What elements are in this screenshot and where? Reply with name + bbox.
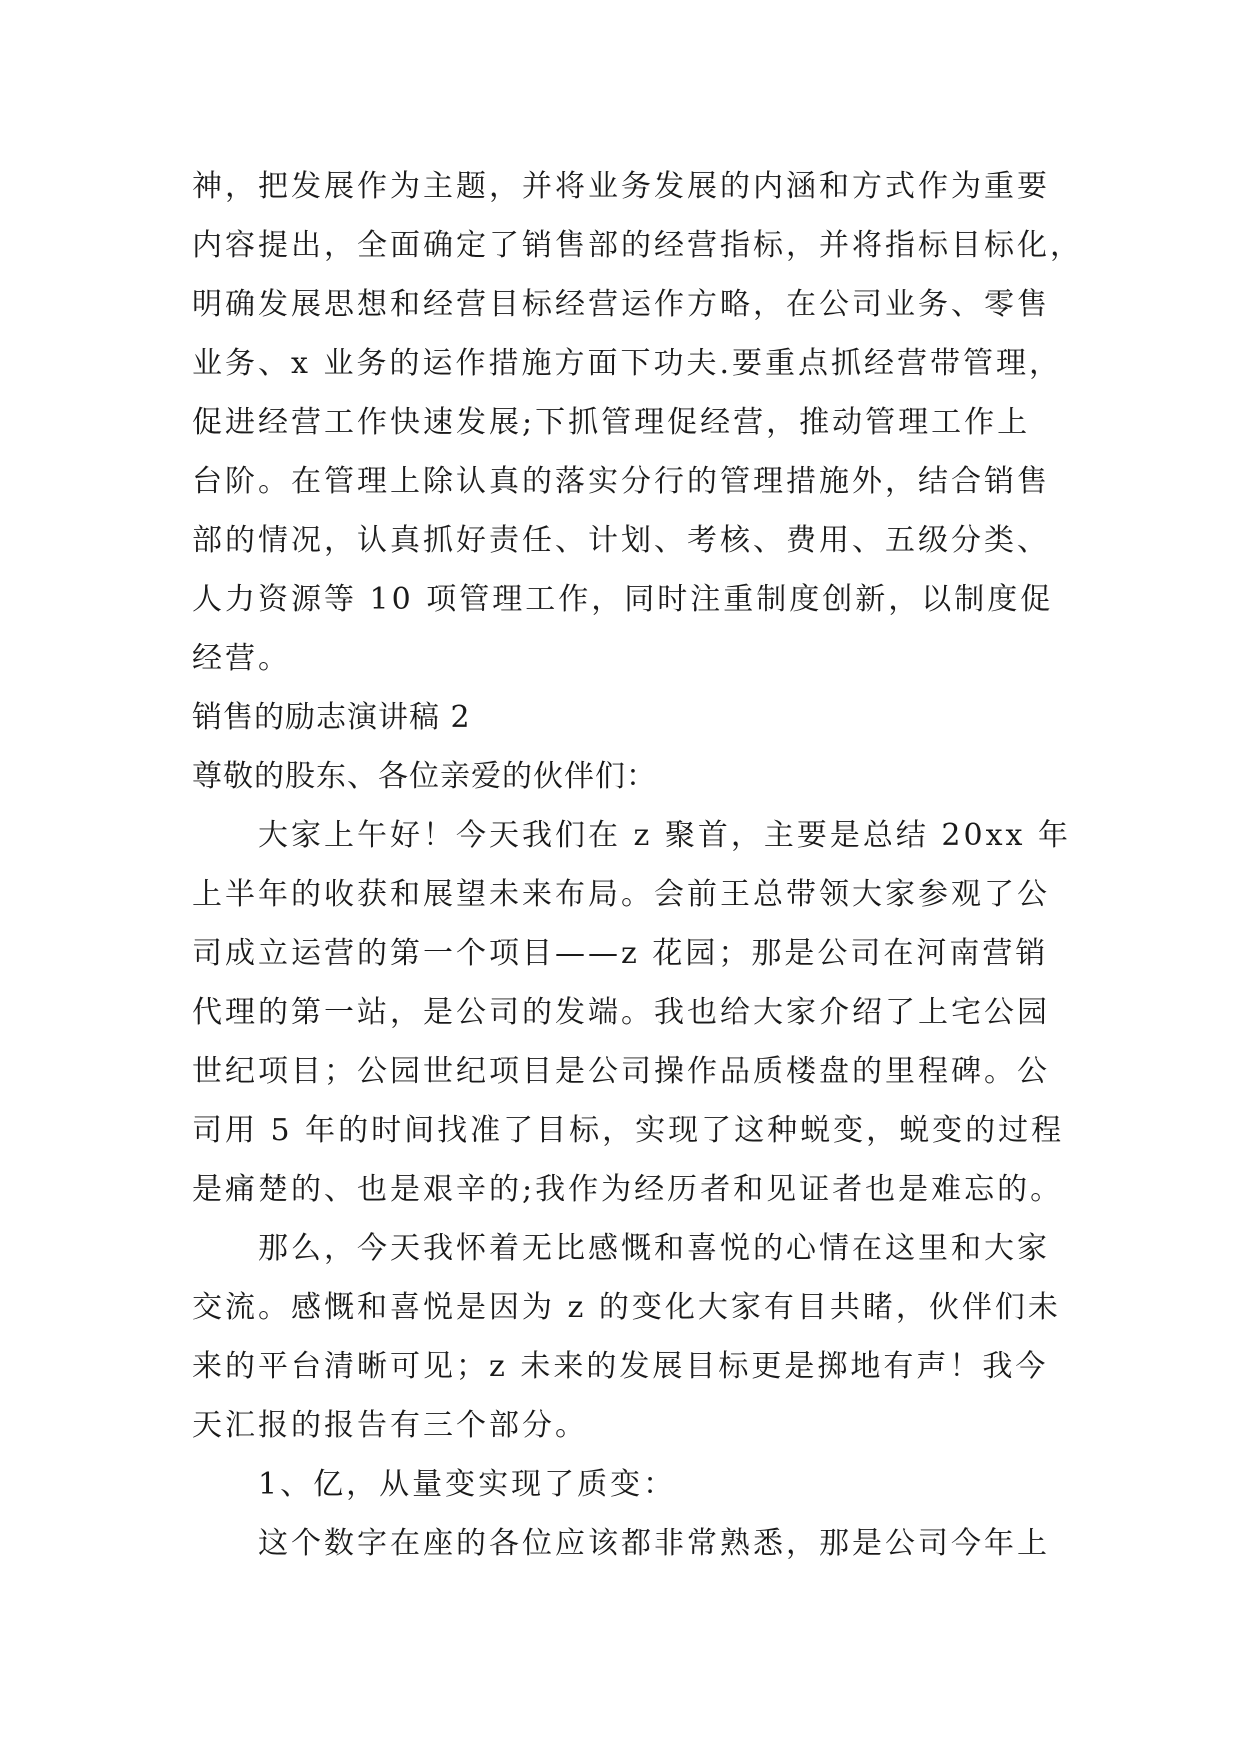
text-line: 业务、x 业务的运作措施方面下功夫.要重点抓经营带管理， [192,346,1062,381]
paragraph-2 [192,1219,1077,1455]
text-line: 这个数字在座的各位应该都非常熟悉，那是公司今年上 [258,1526,1050,1561]
text-line: 大家上午好！今天我们在 z 聚首，主要是总结 20xx 年 [258,818,1071,853]
text-line: 来的平台清晰可见；z 未来的发展目标更是掷地有声！我今 [192,1349,1049,1384]
text-line: 代理的第一站，是公司的发端。我也给大家介绍了上宅公园 [192,995,1050,1030]
text-line: 司用 5 年的时间找准了目标，实现了这种蜕变，蜕变的过程 [192,1113,1065,1148]
point-1-heading: 1、亿，从量变实现了质变： [258,1467,677,1502]
text-line: 经营。 [192,641,291,676]
text-line: 神，把发展作为主题，并将业务发展的内涵和方式作为重要 [192,169,1050,204]
text-line: 交流。感慨和喜悦是因为 z 的变化大家有目共睹，伙伴们未 [192,1290,1061,1325]
text-line: 人力资源等 10 项管理工作，同时注重制度创新，以制度促 [192,582,1054,617]
text-line: 促进经营工作快速发展;下抓管理促经营，推动管理工作上 [192,405,1031,440]
text-line: 司成立运营的第一个项目——z 花园；那是公司在河南营销 [192,936,1049,971]
text-line: 天汇报的报告有三个部分。 [192,1408,588,1443]
text-line: 那么，今天我怀着无比感慨和喜悦的心情在这里和大家 [258,1231,1050,1266]
paragraph-3 [192,1514,1077,1573]
text-line: 内容提出，全面确定了销售部的经营指标，并将指标目标化， [192,228,1083,263]
section-title: 销售的励志演讲稿 2 [192,700,471,735]
paragraph-continued [192,157,1083,688]
paragraph-1 [192,806,1077,1219]
text-line: 世纪项目；公园世纪项目是公司操作品质楼盘的里程碑。公 [192,1054,1050,1089]
text-line: 台阶。在管理上除认真的落实分行的管理措施外，结合销售 [192,464,1050,499]
text-line: 是痛楚的、也是艰辛的;我作为经历者和见证者也是难忘的。 [192,1172,1064,1207]
salutation: 尊敬的股东、各位亲爱的伙伴们： [192,759,657,794]
text-line: 部的情况，认真抓好责任、计划、考核、费用、五级分类、 [192,523,1050,558]
text-line: 上半年的收获和展望未来布局。会前王总带领大家参观了公 [192,877,1050,912]
text-line: 明确发展思想和经营目标经营运作方略，在公司业务、零售 [192,287,1050,322]
document-body [192,157,1083,1573]
